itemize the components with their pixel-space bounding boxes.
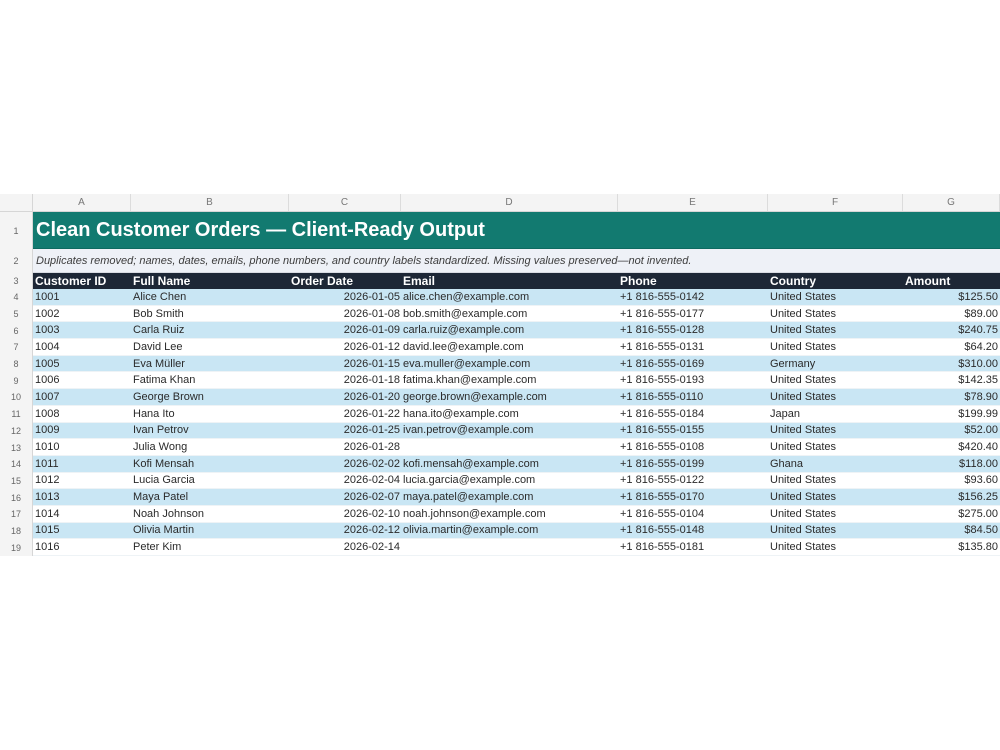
cell-phone[interactable]: +1 816-555-0142 bbox=[618, 289, 768, 306]
cell-country[interactable]: United States bbox=[768, 539, 903, 556]
table-row bbox=[0, 289, 1000, 306]
cell-customer-id[interactable]: 1014 bbox=[33, 506, 131, 523]
cell-customer-id[interactable]: 1013 bbox=[33, 489, 131, 506]
cell-order-date[interactable]: 2026-01-28 bbox=[289, 439, 401, 456]
header-phone[interactable]: Phone bbox=[618, 273, 768, 289]
cell-phone[interactable]: +1 816-555-0170 bbox=[618, 489, 768, 506]
spreadsheet bbox=[0, 194, 1000, 556]
cell-full-name[interactable]: Carla Ruiz bbox=[131, 322, 289, 339]
select-all-corner[interactable] bbox=[0, 194, 33, 211]
row-number[interactable]: 6 bbox=[0, 322, 33, 339]
cell-full-name[interactable]: David Lee bbox=[131, 339, 289, 356]
header-email[interactable]: Email bbox=[401, 273, 618, 289]
cell-country[interactable]: United States bbox=[768, 489, 903, 506]
cell-customer-id[interactable]: 1012 bbox=[33, 473, 131, 490]
cell-customer-id[interactable]: 1007 bbox=[33, 389, 131, 406]
cell-country[interactable]: United States bbox=[768, 523, 903, 540]
cell-order-date[interactable]: 2026-01-12 bbox=[289, 339, 401, 356]
row-number[interactable]: 4 bbox=[0, 289, 33, 306]
table-row bbox=[0, 523, 1000, 540]
cell-email[interactable]: bob.smith@example.com bbox=[401, 306, 618, 323]
sheet-title[interactable]: Clean Customer Orders — Client-Ready Output bbox=[33, 212, 1000, 249]
cell-amount[interactable]: $420.40 bbox=[903, 439, 1000, 456]
cell-phone[interactable]: +1 816-555-0110 bbox=[618, 389, 768, 406]
row-number[interactable]: 17 bbox=[0, 506, 33, 523]
row-number[interactable]: 15 bbox=[0, 473, 33, 490]
row-number[interactable]: 16 bbox=[0, 489, 33, 506]
cell-order-date[interactable]: 2026-01-08 bbox=[289, 306, 401, 323]
table-body bbox=[0, 289, 1000, 556]
cell-order-date[interactable]: 2026-02-14 bbox=[289, 539, 401, 556]
row-number[interactable]: 8 bbox=[0, 356, 33, 373]
cell-country[interactable]: United States bbox=[768, 289, 903, 306]
column-header-f[interactable]: F bbox=[768, 194, 903, 211]
cell-country[interactable]: Japan bbox=[768, 406, 903, 423]
row-number[interactable]: 2 bbox=[0, 249, 33, 273]
cell-customer-id[interactable]: 1005 bbox=[33, 356, 131, 373]
header-full-name[interactable]: Full Name bbox=[131, 273, 289, 289]
cell-email[interactable]: carla.ruiz@example.com bbox=[401, 322, 618, 339]
cell-customer-id[interactable]: 1009 bbox=[33, 423, 131, 440]
cell-customer-id[interactable]: 1003 bbox=[33, 322, 131, 339]
cell-amount[interactable]: $135.80 bbox=[903, 539, 1000, 556]
table-row bbox=[0, 489, 1000, 506]
cell-email[interactable] bbox=[401, 439, 618, 456]
cell-phone[interactable]: +1 816-555-0122 bbox=[618, 473, 768, 490]
table-row bbox=[0, 339, 1000, 356]
table-row bbox=[0, 456, 1000, 473]
cell-order-date[interactable]: 2026-01-15 bbox=[289, 356, 401, 373]
row-number[interactable]: 12 bbox=[0, 423, 33, 440]
cell-email[interactable]: alice.chen@example.com bbox=[401, 289, 618, 306]
cell-email[interactable]: hana.ito@example.com bbox=[401, 406, 618, 423]
cell-customer-id[interactable]: 1008 bbox=[33, 406, 131, 423]
cell-full-name[interactable]: Kofi Mensah bbox=[131, 456, 289, 473]
column-header-a[interactable]: A bbox=[33, 194, 131, 211]
cell-amount[interactable]: $78.90 bbox=[903, 389, 1000, 406]
cell-order-date[interactable]: 2026-02-04 bbox=[289, 473, 401, 490]
column-header-e[interactable]: E bbox=[618, 194, 768, 211]
subtitle-row bbox=[0, 249, 1000, 273]
cell-country[interactable]: United States bbox=[768, 322, 903, 339]
cell-email[interactable]: ivan.petrov@example.com bbox=[401, 423, 618, 440]
table-row bbox=[0, 406, 1000, 423]
cell-country[interactable]: Ghana bbox=[768, 456, 903, 473]
cell-phone[interactable]: +1 816-555-0184 bbox=[618, 406, 768, 423]
cell-phone[interactable]: +1 816-555-0155 bbox=[618, 423, 768, 440]
cell-full-name[interactable]: Ivan Petrov bbox=[131, 423, 289, 440]
cell-order-date[interactable]: 2026-01-22 bbox=[289, 406, 401, 423]
row-number[interactable]: 18 bbox=[0, 523, 33, 540]
column-header-d[interactable]: D bbox=[401, 194, 618, 211]
cell-amount[interactable]: $118.00 bbox=[903, 456, 1000, 473]
table-header-row bbox=[0, 273, 1000, 289]
table-row bbox=[0, 423, 1000, 440]
table-row bbox=[0, 372, 1000, 389]
cell-email[interactable]: lucia.garcia@example.com bbox=[401, 473, 618, 490]
cell-country[interactable]: United States bbox=[768, 439, 903, 456]
row-number[interactable]: 10 bbox=[0, 389, 33, 406]
header-customer-id[interactable]: Customer ID bbox=[33, 273, 131, 289]
cell-country[interactable]: United States bbox=[768, 506, 903, 523]
cell-customer-id[interactable]: 1004 bbox=[33, 339, 131, 356]
cell-amount[interactable]: $93.60 bbox=[903, 473, 1000, 490]
table-row bbox=[0, 473, 1000, 490]
cell-amount[interactable]: $89.00 bbox=[903, 306, 1000, 323]
cell-full-name[interactable]: Fatima Khan bbox=[131, 372, 289, 389]
row-number[interactable]: 9 bbox=[0, 372, 33, 389]
cell-full-name[interactable]: Lucia Garcia bbox=[131, 473, 289, 490]
header-amount[interactable]: Amount bbox=[903, 273, 1000, 289]
cell-order-date[interactable]: 2026-01-05 bbox=[289, 289, 401, 306]
cell-order-date[interactable]: 2026-01-20 bbox=[289, 389, 401, 406]
cell-amount[interactable]: $84.50 bbox=[903, 523, 1000, 540]
cell-customer-id[interactable]: 1016 bbox=[33, 539, 131, 556]
cell-full-name[interactable]: Julia Wong bbox=[131, 439, 289, 456]
cell-email[interactable]: david.lee@example.com bbox=[401, 339, 618, 356]
cell-order-date[interactable]: 2026-02-10 bbox=[289, 506, 401, 523]
header-country[interactable]: Country bbox=[768, 273, 903, 289]
cell-email[interactable]: kofi.mensah@example.com bbox=[401, 456, 618, 473]
cell-full-name[interactable]: Eva Müller bbox=[131, 356, 289, 373]
cell-amount[interactable]: $156.25 bbox=[903, 489, 1000, 506]
table-row bbox=[0, 439, 1000, 456]
row-number[interactable]: 13 bbox=[0, 439, 33, 456]
column-header-b[interactable]: B bbox=[131, 194, 289, 211]
cell-country[interactable]: United States bbox=[768, 339, 903, 356]
header-order-date[interactable]: Order Date bbox=[289, 273, 401, 289]
cell-phone[interactable]: +1 816-555-0169 bbox=[618, 356, 768, 373]
cell-customer-id[interactable]: 1010 bbox=[33, 439, 131, 456]
cell-order-date[interactable]: 2026-02-02 bbox=[289, 456, 401, 473]
cell-full-name[interactable]: George Brown bbox=[131, 389, 289, 406]
cell-amount[interactable]: $52.00 bbox=[903, 423, 1000, 440]
cell-phone[interactable]: +1 816-555-0193 bbox=[618, 372, 768, 389]
cell-email[interactable]: fatima.khan@example.com bbox=[401, 372, 618, 389]
cell-email[interactable]: maya.patel@example.com bbox=[401, 489, 618, 506]
cell-full-name[interactable]: Maya Patel bbox=[131, 489, 289, 506]
cell-email[interactable]: olivia.martin@example.com bbox=[401, 523, 618, 540]
row-number[interactable]: 5 bbox=[0, 306, 33, 323]
cell-email[interactable]: noah.johnson@example.com bbox=[401, 506, 618, 523]
cell-customer-id[interactable]: 1015 bbox=[33, 523, 131, 540]
column-header-c[interactable]: C bbox=[289, 194, 401, 211]
row-number[interactable]: 14 bbox=[0, 456, 33, 473]
cell-full-name[interactable]: Noah Johnson bbox=[131, 506, 289, 523]
cell-full-name[interactable]: Peter Kim bbox=[131, 539, 289, 556]
row-number[interactable]: 3 bbox=[0, 273, 33, 289]
table-row bbox=[0, 356, 1000, 373]
cell-customer-id[interactable]: 1001 bbox=[33, 289, 131, 306]
cell-email[interactable] bbox=[401, 539, 618, 556]
title-row bbox=[0, 212, 1000, 249]
cell-phone[interactable]: +1 816-555-0128 bbox=[618, 322, 768, 339]
table-row bbox=[0, 506, 1000, 523]
cell-phone[interactable]: +1 816-555-0177 bbox=[618, 306, 768, 323]
row-number[interactable]: 1 bbox=[0, 212, 33, 249]
cell-full-name[interactable]: Alice Chen bbox=[131, 289, 289, 306]
cell-country[interactable]: United States bbox=[768, 473, 903, 490]
cell-order-date[interactable]: 2026-01-25 bbox=[289, 423, 401, 440]
cell-phone[interactable]: +1 816-555-0131 bbox=[618, 339, 768, 356]
cell-phone[interactable]: +1 816-555-0199 bbox=[618, 456, 768, 473]
cell-amount[interactable]: $64.20 bbox=[903, 339, 1000, 356]
table-row bbox=[0, 306, 1000, 323]
cell-email[interactable]: eva.muller@example.com bbox=[401, 356, 618, 373]
cell-customer-id[interactable]: 1011 bbox=[33, 456, 131, 473]
cell-phone[interactable]: +1 816-555-0104 bbox=[618, 506, 768, 523]
table-row bbox=[0, 539, 1000, 556]
cell-amount[interactable]: $240.75 bbox=[903, 322, 1000, 339]
cell-order-date[interactable]: 2026-01-09 bbox=[289, 322, 401, 339]
cell-email[interactable]: george.brown@example.com bbox=[401, 389, 618, 406]
cell-country[interactable]: United States bbox=[768, 372, 903, 389]
row-number[interactable]: 19 bbox=[0, 539, 33, 556]
cell-full-name[interactable]: Hana Ito bbox=[131, 406, 289, 423]
cell-country[interactable]: United States bbox=[768, 306, 903, 323]
cell-amount[interactable]: $142.35 bbox=[903, 372, 1000, 389]
cell-amount[interactable]: $310.00 bbox=[903, 356, 1000, 373]
cell-amount[interactable]: $199.99 bbox=[903, 406, 1000, 423]
cell-country[interactable]: United States bbox=[768, 389, 903, 406]
cell-full-name[interactable]: Bob Smith bbox=[131, 306, 289, 323]
cell-order-date[interactable]: 2026-01-18 bbox=[289, 372, 401, 389]
cell-customer-id[interactable]: 1006 bbox=[33, 372, 131, 389]
sheet-subtitle[interactable]: Duplicates removed; names, dates, emails, phone numbers, and country labels standardized. Missing values preserved—not invented. bbox=[33, 249, 1000, 273]
column-header-bar bbox=[0, 194, 1000, 212]
column-header-g[interactable]: G bbox=[903, 194, 1000, 211]
cell-phone[interactable]: +1 816-555-0181 bbox=[618, 539, 768, 556]
cell-phone[interactable]: +1 816-555-0108 bbox=[618, 439, 768, 456]
row-number[interactable]: 7 bbox=[0, 339, 33, 356]
cell-phone[interactable]: +1 816-555-0148 bbox=[618, 523, 768, 540]
table-row bbox=[0, 322, 1000, 339]
cell-order-date[interactable]: 2026-02-12 bbox=[289, 523, 401, 540]
table-row bbox=[0, 389, 1000, 406]
cell-amount[interactable]: $125.50 bbox=[903, 289, 1000, 306]
cell-order-date[interactable]: 2026-02-07 bbox=[289, 489, 401, 506]
cell-full-name[interactable]: Olivia Martin bbox=[131, 523, 289, 540]
cell-country[interactable]: United States bbox=[768, 423, 903, 440]
cell-amount[interactable]: $275.00 bbox=[903, 506, 1000, 523]
cell-country[interactable]: Germany bbox=[768, 356, 903, 373]
cell-customer-id[interactable]: 1002 bbox=[33, 306, 131, 323]
row-number[interactable]: 11 bbox=[0, 406, 33, 423]
